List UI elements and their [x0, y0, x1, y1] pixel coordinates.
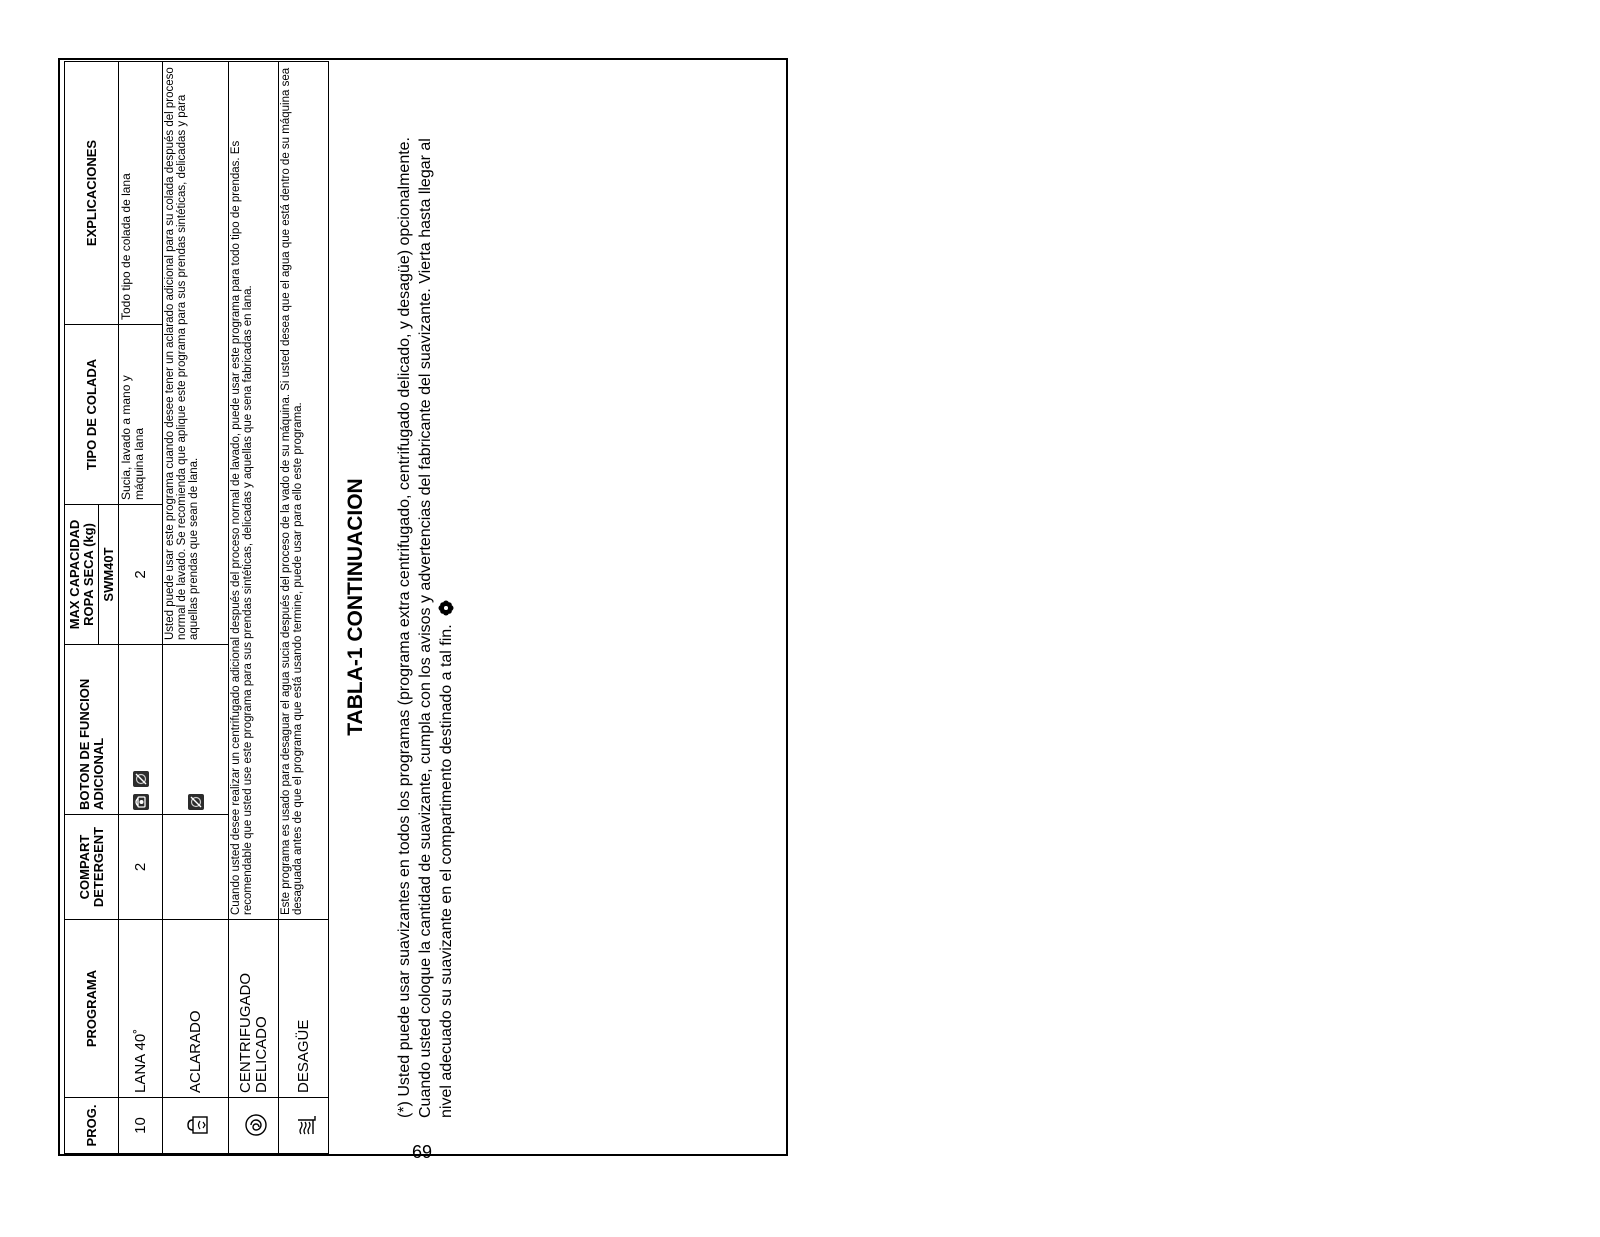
prog-icon-cell — [279, 1098, 329, 1154]
footnote-text: (*) Usted puede usar suavizantes en todos los programas (programa extra centrifugado, centrifugado delicado, y desagüe) opcionalmente. Cuando usted coloque la cantidad de suavizante, cumpla con los avisos y advertencias del fabricante del suavizante. Vierta hasta llegar al nivel adecuado su suavizante en el compartimento destinado a tal fin. — [396, 136, 455, 1118]
programa-cell: ACLARADO — [163, 920, 229, 1098]
boton-cell — [119, 645, 163, 815]
header-explicaciones: EXPLICACIONES — [65, 62, 119, 325]
table-row — [229, 62, 279, 1154]
header-prog: PROG. — [65, 1098, 119, 1154]
table-row — [163, 62, 229, 1154]
boton-cell — [163, 645, 229, 815]
table-row — [279, 62, 329, 1154]
no-spin-icon — [133, 771, 149, 787]
explicacion-cell: Todo tipo de colada de lana — [119, 62, 163, 325]
table-row — [119, 62, 163, 1154]
capacidad-cell: 2 — [119, 505, 163, 645]
program-table — [64, 61, 329, 1154]
drain-icon — [293, 1113, 319, 1139]
tipo-cell: Sucia, lavado a mano y máquina lana — [119, 325, 163, 505]
header-programa: PROGRAMA — [65, 920, 119, 1098]
header-compart: COMPART DETERGENT — [65, 815, 119, 920]
compart-cell — [163, 815, 229, 920]
section-title: TABLA-1 CONTINUACION — [344, 478, 367, 736]
compart-cell: 2 — [119, 815, 163, 920]
prog-icon-cell — [163, 1098, 229, 1154]
rinse-icon — [185, 1113, 211, 1139]
header-tipo: TIPO DE COLADA — [65, 325, 119, 505]
header-boton: BOTON DE FUNCION ADICIONAL — [65, 645, 119, 815]
table-header-row — [65, 62, 99, 1154]
header-model: SWM40T — [99, 505, 119, 645]
explicacion-cell: Usted puede usar este programa cuando desee tener un aclarado adicional para su colada después del proceso normal de lavado. Se recomienda que aplique este programa para sus prendas sintéticas, delicadas y para aquellas prendas que sean de lana. — [163, 62, 229, 645]
explicacion-cell: Este programa es usado para desaguar el agua sucia después del proceso de la vado de su máquina. Si usted desea que el agua que está dentro de su máquina sea desaguada antes de que el programa que está usando termine, puede usar para ello este programa. — [279, 62, 329, 920]
flower-icon — [438, 600, 454, 616]
programa-cell: LANA 40˚ — [119, 920, 163, 1098]
programa-cell: CENTRIFUGADO DELICADO — [229, 920, 279, 1098]
explicacion-cell: Cuando usted desee realizar un centrifugado adicional después del proceso normal de lavado, puede usar este programa para todo tipo de prendas. Es recomendable que usted use este programa para sus prendas sintéticas, delicadas y aquellas que sena fabricadas en lana. — [229, 62, 279, 920]
header-max-capacidad: MAX CAPACIDAD ROPA SECA (kg) — [65, 505, 99, 645]
prog-icon-cell — [229, 1098, 279, 1154]
prewash-icon — [133, 794, 149, 810]
prog-number: 10 — [119, 1098, 163, 1154]
page-frame — [58, 58, 788, 1156]
no-spin-icon — [188, 794, 204, 810]
footnote — [394, 108, 457, 1118]
programa-cell: DESAGÜE — [279, 920, 329, 1098]
rotated-content — [60, 60, 786, 1154]
page-number: 69 — [412, 1142, 433, 1162]
spin-icon — [243, 1113, 269, 1139]
